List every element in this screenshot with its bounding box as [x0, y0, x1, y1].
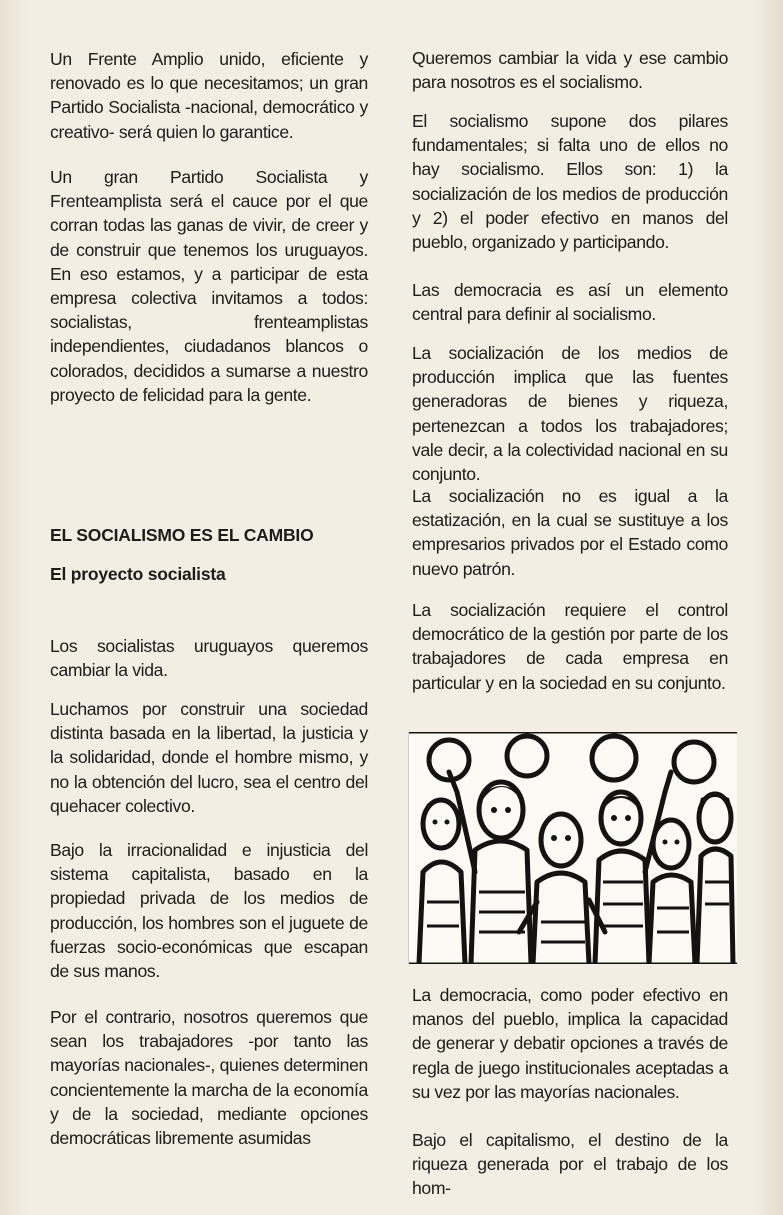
paragraph: La socialización requiere el control democrático de la gestión por parte de los trabajadores de cada empresa en particular y en la sociedad en su conjunto.: [412, 600, 728, 693]
paragraph: Un Frente Amplio unido, eficiente y renovado es lo que necesitamos; un gran Partido Socialista -nacional, democrático y creativo- será quien lo garantice.: [50, 49, 368, 142]
paragraph: Bajo el capitalismo, el destino de la riqueza generada por el trabajo de los hom-: [412, 1130, 728, 1199]
paragraph: La socialización no es igual a la estatización, en la cual se sustituye a los empresarios privados por el Estado como nuevo patrón.: [412, 486, 728, 579]
paragraph: Un gran Partido Socialista y Frenteamplista será el cauce por el que corran todas las ganas de vivir, de creer y de construir que tenemos los uruguayos. En eso estamos, y a participar de esta empresa colectiva invitamos a todos: socialistas, frenteamplistas independientes, ciudadanos blancos o colorados, decididos a sumarse a nuestro proyecto de felicidad para la gente.: [50, 167, 368, 405]
paragraph: Las democracia es así un elemento central para definir al socialismo.: [412, 280, 728, 325]
paragraph: Queremos cambiar la vida y ese cambio para nosotros es el socialismo.: [412, 48, 728, 93]
paragraph: Los socialistas uruguayos queremos cambiar la vida.: [50, 636, 368, 681]
subheading: El proyecto socialista: [50, 564, 226, 584]
crowd-illustration: [408, 732, 737, 964]
paragraph: La socialización de los medios de producción implica que las fuentes generadoras de bienes y riqueza, pertenezcan a todos los trabajadores; vale decir, a la colectividad nacional en su conjunto.: [412, 343, 728, 485]
paragraph: La democracia, como poder efectivo en manos del pueblo, implica la capacidad de generar y debatir opciones a través de regla de juego institucionales aceptadas a su vez por las mayorías nacionales.: [412, 985, 728, 1102]
paragraph: Por el contrario, nosotros queremos que sean los trabajadores -por tanto las mayorías nacionales-, quienes determinen concientemente la marcha de la economía y de la sociedad, mediante opciones democráticas libremente asumidas: [50, 1007, 368, 1149]
paragraph: Luchamos por construir una sociedad distinta basada en la libertad, la justicia y la solidaridad, donde el hombre mismo, y no la obtención del lucro, sea el centro del quehacer colectivo.: [50, 699, 368, 816]
paragraph: El socialismo supone dos pilares fundamentales; si falta uno de ellos no hay socialismo. Ellos son: 1) la socialización de los medios de producción y 2) el poder efectivo en manos del pueblo, organizado y participando.: [412, 111, 728, 253]
paragraph: Bajo la irracionalidad e injusticia del sistema capitalista, basado en la propiedad privada de los medios de producción, los hombres son el juguete de fuerzas socio-económicas que escapan de sus manos.: [50, 840, 368, 982]
section-heading: EL SOCIALISMO ES EL CAMBIO: [50, 525, 314, 545]
